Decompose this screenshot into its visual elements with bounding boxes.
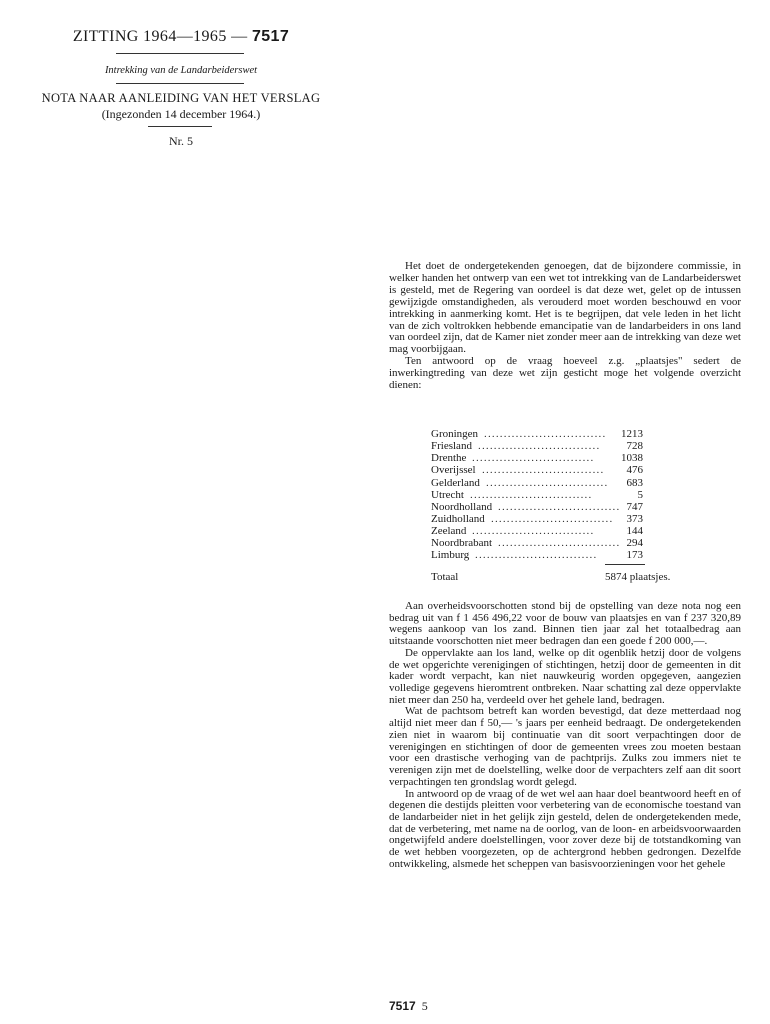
plaatsjes-count: 476 bbox=[626, 464, 643, 477]
nota-title: NOTA NAAR AANLEIDING VAN HET VERSLAG bbox=[41, 91, 321, 105]
total-rule bbox=[605, 564, 645, 565]
total-value: 5874 plaatsjes. bbox=[605, 571, 671, 583]
body-column-top bbox=[389, 261, 741, 392]
table-row bbox=[431, 525, 711, 537]
province-name: Limburg bbox=[431, 549, 470, 562]
table-row bbox=[431, 489, 711, 501]
paragraph: Het doet de ondergetekenden genoegen, dat de bijzondere commissie, in welker handen het ontwerp van een wet tot intrekking van de Landarbeiderswet is gesteld, met de Regering van oordeel is dat deze wet, gelet op de intussen gewijzigde omstandigheden, als verouderd moet worden beschouwd en voor intrekking in aanmerking komt. Het is te begrijpen, dat vele leden in het licht van de zich voltrokken hebbende emancipatie van de landarbeiders in ons land van oordeel zijn, dat de Kamer niet zonder meer aan de intrekking van deze wet mag voorbijgaan. bbox=[389, 260, 741, 356]
total-row bbox=[431, 571, 711, 583]
leader-dots: ............................... bbox=[484, 428, 607, 440]
total-label: Totaal bbox=[431, 571, 459, 583]
footer-doc-number: 7517 bbox=[389, 999, 416, 1013]
leader-dots: ............................... bbox=[472, 452, 595, 465]
province-name: Noordbrabant bbox=[431, 537, 493, 550]
paragraph: In antwoord op de vraag of de wet wel aan haar doel beantwoord heeft en of degenen die destijds pleitten voor verbetering van de economische toestand van de landarbeider niet in het gelijk zijn gesteld, delen de ondergetekenden mede, dat de verbetering, met name na de oorlog, van de loon- en arbeidsvoorwaarden ongetwijfeld andere doelstellingen, voor zover deze bij de totstandkoming van de wet hebben voorgezeten, op de achtergrond hebben gedrongen. Dezelfde ontwikkeling, alsmede het scheppen van basisvoorzieningen voor het gehele bbox=[389, 787, 741, 870]
session-label: ZITTING 1964—1965 — bbox=[72, 28, 248, 45]
plaatsjes-count: 294 bbox=[626, 537, 643, 550]
province-name: Zeeland bbox=[431, 525, 467, 538]
table-rows bbox=[431, 428, 711, 562]
plaatsjes-count: 1038 bbox=[621, 452, 643, 465]
leader-dots: ............................... bbox=[478, 440, 601, 453]
plaatsjes-count: 173 bbox=[626, 549, 643, 562]
page-footer bbox=[389, 999, 428, 1014]
header-rule bbox=[116, 53, 244, 54]
session-title bbox=[0, 28, 362, 46]
plaatsjes-count: 144 bbox=[626, 525, 643, 538]
table-row bbox=[431, 537, 711, 549]
body-column-bottom bbox=[389, 601, 741, 871]
leader-dots: ............................... bbox=[498, 500, 621, 513]
page-number: 5 bbox=[421, 999, 428, 1013]
province-name: Groningen bbox=[431, 428, 479, 440]
bill-subtitle: Intrekking van de Landarbeiderswet bbox=[104, 65, 258, 76]
table-row bbox=[431, 513, 711, 525]
plaatsjes-table bbox=[431, 428, 711, 583]
document-nr: Nr. 5 bbox=[169, 134, 193, 148]
leader-dots: ............................... bbox=[491, 512, 614, 525]
province-name: Drenthe bbox=[431, 452, 467, 465]
paragraph: Wat de pachtsom betreft kan worden bevestigd, dat deze metterdaad nog altijd niet meer dan f 50,— 's jaars per eenheid bedraagt. De ondergetekenden zien niet in waarom bij continuatie van dit soort verpachtingen door de verenigingen en stichtingen of door de gemeenten vrees zou moeten bestaan voor een drastische verhoging van de pachtprijs. Zulks zou immers niet te verenigen zijn met de doelstelling, welke door de verpachters zelf aan dit soort verpachtingen ten grondslag wordt gelegd. bbox=[389, 705, 741, 788]
paragraph: Ten antwoord op de vraag hoeveel z.g. „plaatsjes" sedert de inwerkingtreding van deze wet zijn gesticht moge het volgende overzicht dienen: bbox=[389, 355, 741, 392]
province-name: Friesland bbox=[431, 440, 472, 453]
plaatsjes-count: 728 bbox=[626, 440, 643, 453]
table-row bbox=[431, 477, 711, 489]
province-name: Zuidholland bbox=[431, 512, 485, 525]
leader-dots: ............................... bbox=[470, 488, 593, 501]
leader-dots: ............................... bbox=[486, 476, 609, 489]
header-rule bbox=[148, 126, 212, 127]
table-row bbox=[431, 428, 711, 440]
paragraph: De oppervlakte aan los land, welke op dit ogenblik hetzij door de volgens de wet opgerichte verenigingen of stichtingen, hetzij door de gemeenten in dit kader wordt verpacht, kan niet nauwkeurig worden opgegeven, aangezien volledige gegevens hieromtrent ontbreken. Naar schatting zal deze oppervlakte niet meer dan 250 ha, verdeeld over het gehele land, bedragen. bbox=[389, 646, 741, 706]
submission-date: (Ingezonden 14 december 1964.) bbox=[101, 107, 261, 121]
plaatsjes-count: 683 bbox=[626, 476, 643, 489]
leader-dots: ............................... bbox=[472, 525, 595, 538]
leader-dots: ............................... bbox=[498, 537, 621, 550]
province-name: Overijssel bbox=[431, 464, 476, 477]
province-name: Utrecht bbox=[431, 488, 464, 501]
plaatsjes-count: 747 bbox=[626, 500, 643, 513]
leader-dots: ............................... bbox=[475, 549, 598, 562]
province-name: Gelderland bbox=[431, 476, 480, 489]
plaatsjes-count: 1213 bbox=[621, 428, 643, 440]
plaatsjes-count: 373 bbox=[626, 512, 643, 525]
table-row bbox=[431, 452, 711, 464]
plaatsjes-count: 5 bbox=[637, 488, 643, 501]
table-row bbox=[431, 440, 711, 452]
header-rule bbox=[116, 83, 244, 84]
table-row bbox=[431, 464, 711, 476]
table-row bbox=[431, 549, 711, 561]
doc-number: 7517 bbox=[251, 28, 290, 45]
paragraph: Aan overheidsvoorschotten stond bij de opstelling van deze nota nog een bedrag uit van f 1 456 496,22 voor de bouw van plaatsjes en van f 237 320,89 wegens aankoop van los zand. Binnen tien jaar zal het totaalbedrag aan uitstaande voorschotten niet meer bedragen dan een goede f 200 000,—. bbox=[389, 600, 741, 648]
table-row bbox=[431, 501, 711, 513]
province-name: Noordholland bbox=[431, 500, 493, 513]
leader-dots: ............................... bbox=[482, 464, 605, 477]
